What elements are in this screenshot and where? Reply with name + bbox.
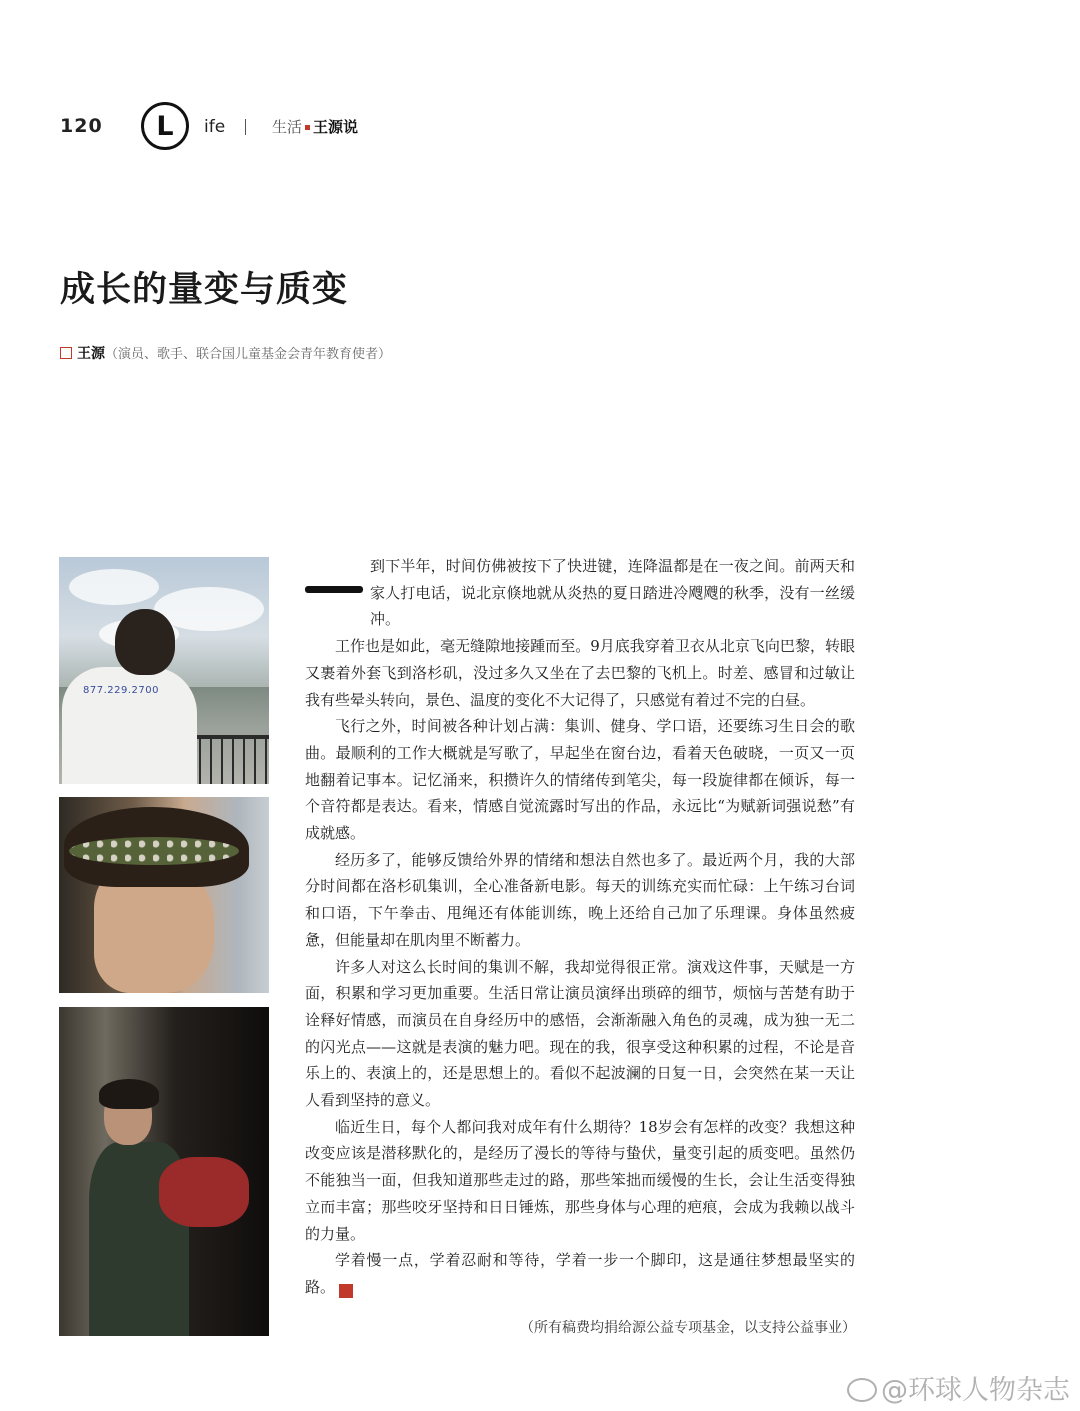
page-header xyxy=(60,100,660,154)
weibo-watermark xyxy=(847,1368,1070,1407)
logo-letter: L xyxy=(156,110,174,142)
paragraph-last: 学着慢一点，学着忍耐和等待，学着一步一个脚印，这是通往梦想最坚实的路。 G xyxy=(305,1251,855,1296)
paragraph: 到下半年，时间仿佛被按下了快进键，连降温都是在一夜之间。前两天和家人打电话，说北京倏地就从炎热的夏日踏进冷飕飕的秋季，没有一丝缓冲。 xyxy=(305,553,855,633)
section-name: 王源说 xyxy=(313,118,359,136)
dropcap-dash-icon xyxy=(305,586,363,593)
photo-seated-dark xyxy=(59,1007,269,1336)
paragraph: 许多人对这么长时间的集训不解，我却觉得很正常。演戏这件事，天赋是一方面，积累和学习更加重要。生活日常让演员演绎出琐碎的细节，烦恼与苦楚有助于诠释好情感，而演员在自身经历中的感悟，会渐渐融入角色的灵魂，成为独一无二的闪光点——这就是表演的魅力吧。现在的我，很享受这种积累的过程，不论是音乐上的、表演上的，还是思想上的。看似不起波澜的日复一日，会突然在某一天让人看到坚持的意义。 xyxy=(305,957,855,1110)
paragraph: 工作也是如此，毫无缝隙地接踵而至。9月底我穿着卫衣从北京飞向巴黎，转眼又裹着外套飞到洛杉矶，没过多久又坐在了去巴黎的飞机上。时差、感冒和过敏让我有些晕头转向，景色、温度的变化不大记得了，只感觉有着过不完的白昼。 xyxy=(305,637,855,709)
article-body xyxy=(305,553,855,1301)
donation-note: （所有稿费均捐给源公益专项基金，以支持公益事业） xyxy=(520,1320,856,1336)
weibo-icon xyxy=(847,1378,877,1402)
paragraph: 经历多了，能够反馈给外界的情绪和想法自然也多了。最近两个月，我的大部分时间都在洛杉矶集训，全心准备新电影。每天的训练充实而忙碌：上午练习台词和口语，下午拳击、甩绳还有体能训练，晚上还给自己加了乐理课。身体虽然疲惫，但能量却在肌肉里不断蓄力。 xyxy=(305,850,855,949)
end-mark-icon: G xyxy=(339,1284,353,1298)
watermark-text: @环球人物杂志 xyxy=(881,1375,1070,1406)
shirt-print: 877.229.2700 xyxy=(83,685,159,696)
life-logo-icon xyxy=(141,102,189,150)
paragraph: 飞行之外，时间被各种计划占满：集训、健身、学口语，还要练习生日会的歌曲。最顺利的工作大概就是写歌了，早起坐在窗台边，看着天色破晓，一页又一页地翻着记事本。记忆涌来，积攒许久的情绪传到笔尖，每一段旋律都在倾诉，每一个音符都是表达。看来，情感自觉流露时写出的作品，永远比“为赋新词强说愁”有成就感。 xyxy=(305,717,855,843)
byline xyxy=(60,343,391,363)
author-name: 王源 xyxy=(77,346,105,362)
paragraph: 临近生日，每个人都问我对成年有什么期待？18岁会有怎样的改变？我想这种改变应该是潜移默化的，是经历了漫长的等待与蛰伏，量变引起的质变吧。虽然仍不能独当一面，但我知道那些走过的路，那些笨拙而缓慢的生长，会让生活变得独立而丰富；那些咬牙坚持和日日锤炼，那些身体与心理的疤痕，会成为我赖以战斗的力量。 xyxy=(305,1117,855,1243)
author-role: （演员、歌手、联合国儿童基金会青年教育使者） xyxy=(105,347,392,362)
page-number: 120 xyxy=(60,115,103,137)
photo-portrait-wreath xyxy=(59,797,269,993)
byline-square-icon xyxy=(60,347,72,359)
section-label xyxy=(272,116,358,137)
section-dot-icon xyxy=(305,125,310,130)
section-prefix: 生活 xyxy=(272,118,303,136)
photo-balcony xyxy=(59,557,269,784)
article-title: 成长的量变与质变 xyxy=(60,269,349,310)
logo-text: ife xyxy=(204,117,226,137)
header-divider xyxy=(245,119,246,135)
